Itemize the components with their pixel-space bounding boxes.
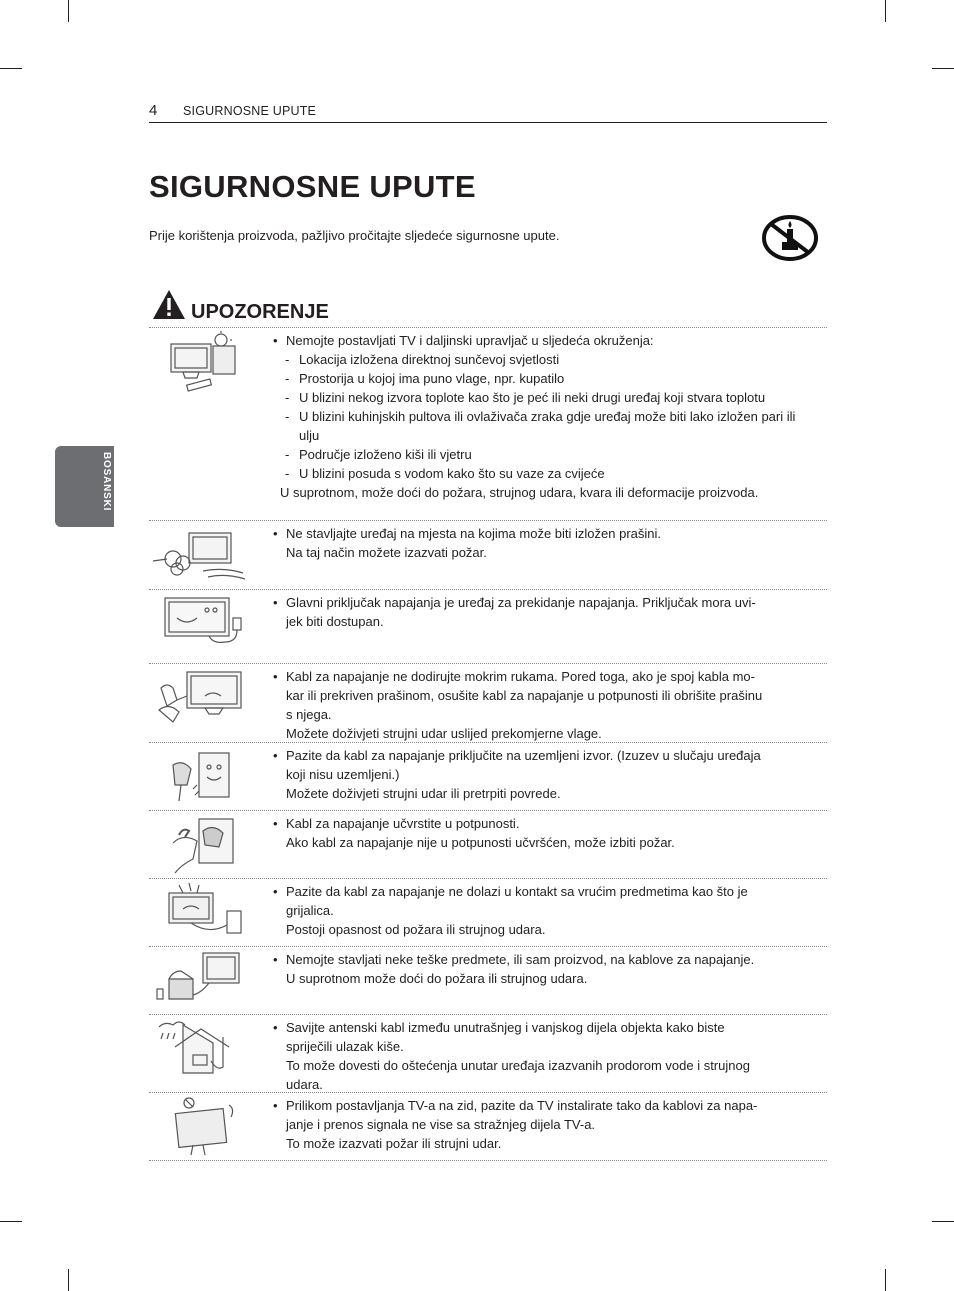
- warning-text-line: grijalica.: [286, 903, 334, 918]
- warning-text-line: s njega.: [286, 707, 332, 722]
- warning-text: • Nemojte postavljati TV i daljinski upravljač u sljedeća okruženja:: [272, 331, 812, 350]
- warning-text-line: Možete doživjeti strujni udar uslijed prekomjerne vlage.: [286, 726, 602, 741]
- sub-item: - Lokacija izložena direktnoj sunčevoj svjetlosti: [272, 350, 812, 369]
- warning-text-line: U suprotnom može doći do požara ili strujnog udara.: [286, 971, 588, 986]
- heavy-object-cable-illustration: [153, 949, 249, 1011]
- warning-item: [149, 743, 827, 811]
- warning-item: [149, 590, 827, 664]
- warning-list: [149, 327, 827, 1161]
- cable-heater-illustration: [153, 881, 249, 943]
- warning-item: [149, 1093, 827, 1161]
- tv-plug-access-illustration: [153, 592, 249, 654]
- warning-text-line: Na taj način možete izazvati požar.: [286, 545, 487, 560]
- wall-mount-cables-illustration: [153, 1095, 249, 1157]
- warning-triangle-icon: [151, 288, 187, 321]
- warning-item: [149, 811, 827, 879]
- crop-mark: [0, 68, 22, 69]
- language-tab-label: BOSANSKI: [101, 452, 112, 512]
- warning-text: • Ne stavljajte uređaj na mjesta na kojima može biti izložen prašini.: [272, 524, 812, 543]
- sub-item: - U blizini posuda s vodom kako što su vaze za cvijeće: [272, 464, 812, 483]
- warning-text-line: To može dovesti do oštećenja unutar uređaja izazvanih prodorom vode i strujnog: [286, 1058, 750, 1073]
- wet-hands-plug-illustration: [153, 666, 249, 728]
- warning-item: [149, 328, 827, 521]
- page-title: SIGURNOSNE UPUTE: [149, 169, 476, 204]
- sub-item: - Prostorija u kojoj ima puno vlage, npr. kupatilo: [272, 369, 812, 388]
- warning-text: • Pazite da kabl za napajanje ne dolazi u kontakt sa vrućim predmetima kao što je: [272, 882, 812, 901]
- warning-label: UPOZORENJE: [191, 301, 329, 323]
- warning-text-line: jek biti dostupan.: [286, 614, 384, 629]
- warning-text: • Pazite da kabl za napajanje priključite na uzemljeni izvor. (Izuzev u slučaju uređaja: [272, 746, 812, 765]
- warning-text-line: koji nisu uzemljeni.): [286, 767, 400, 782]
- sub-item: - U blizini kuhinjskih pultova ili ovlaživača zraka gdje uređaj može biti lako izložen pari ili ulju: [272, 407, 812, 445]
- sub-item: - U blizini nekog izvora toplote kao što je peć ili neki drugi uređaj koji stvara toplotu: [272, 388, 812, 407]
- warning-text-line: To može izazvati požar ili strujni udar.: [286, 1136, 502, 1151]
- warning-text-line: spriječili ulazak kiše.: [286, 1039, 404, 1054]
- crop-mark: [932, 68, 954, 69]
- no-candle-icon: [761, 212, 821, 264]
- warning-item: [149, 664, 827, 743]
- warning-text-line: kar ili prekriven prašinom, osušite kabl za napajanje u potpunosti ili obrišite prašinu: [286, 688, 763, 703]
- warning-item: [149, 1015, 827, 1093]
- warning-text: • Kabl za napajanje učvrstite u potpunosti.: [272, 814, 812, 833]
- warning-text: • Savijte antenski kabl između unutrašnjeg i vanjskog dijela objekta kako biste: [272, 1018, 812, 1037]
- tv-dust-illustration: [153, 523, 249, 585]
- warning-text-line: Ako kabl za napajanje nije u potpunosti učvršćen, može izbiti požar.: [286, 835, 675, 850]
- warning-text: • Nemojte stavljati neke teške predmete, ili sam proizvod, na kablove za napajanje.: [272, 950, 812, 969]
- warning-text-line: Postoji opasnost od požara ili strujnog udara.: [286, 922, 546, 937]
- crop-mark: [68, 0, 69, 22]
- warning-item: [149, 521, 827, 590]
- tv-sunlight-illustration: [153, 330, 249, 392]
- warning-text: • Kabl za napajanje ne dodirujte mokrim rukama. Pored toga, ako je spoj kabla mo-: [272, 667, 812, 686]
- page-number: 4: [149, 102, 158, 119]
- crop-mark: [932, 1221, 954, 1222]
- intro-text: Prije korištenja proizvoda, pažljivo pročitajte sljedeće sigurnosne upute.: [149, 228, 560, 243]
- warning-text: • Glavni priključak napajanja je uređaj za prekidanje napajanja. Priključak mora uvi-: [272, 593, 812, 612]
- crop-mark: [885, 0, 886, 22]
- warning-text: • Prilikom postavljanja TV-a na zid, pazite da TV instalirate tako da kablovi za napa-: [272, 1096, 812, 1115]
- antenna-cable-rain-illustration: [153, 1017, 249, 1079]
- warning-text-line: Možete doživjeti strujni udar ili pretrpiti povrede.: [286, 786, 561, 801]
- crop-mark: [885, 1269, 886, 1291]
- insert-plug-illustration: [153, 813, 249, 875]
- warning-item: [149, 947, 827, 1015]
- sub-item: - Područje izloženo kiši ili vjetru: [272, 445, 812, 464]
- crop-mark: [68, 1269, 69, 1291]
- page-header: [149, 100, 827, 123]
- crop-mark: [0, 1221, 22, 1222]
- running-title: SIGURNOSNE UPUTE: [183, 104, 317, 118]
- consequence-text: U suprotnom, može doći do požara, strujnog udara, kvara ili deformacije proizvoda.: [280, 485, 759, 500]
- grounded-outlet-illustration: [153, 745, 249, 807]
- warning-item: [149, 879, 827, 947]
- warning-text-line: udara.: [286, 1077, 323, 1092]
- warning-text-line: janje i prenos signala ne vise sa stražnjeg dijela TV-a.: [286, 1117, 596, 1132]
- language-tab: [55, 446, 114, 527]
